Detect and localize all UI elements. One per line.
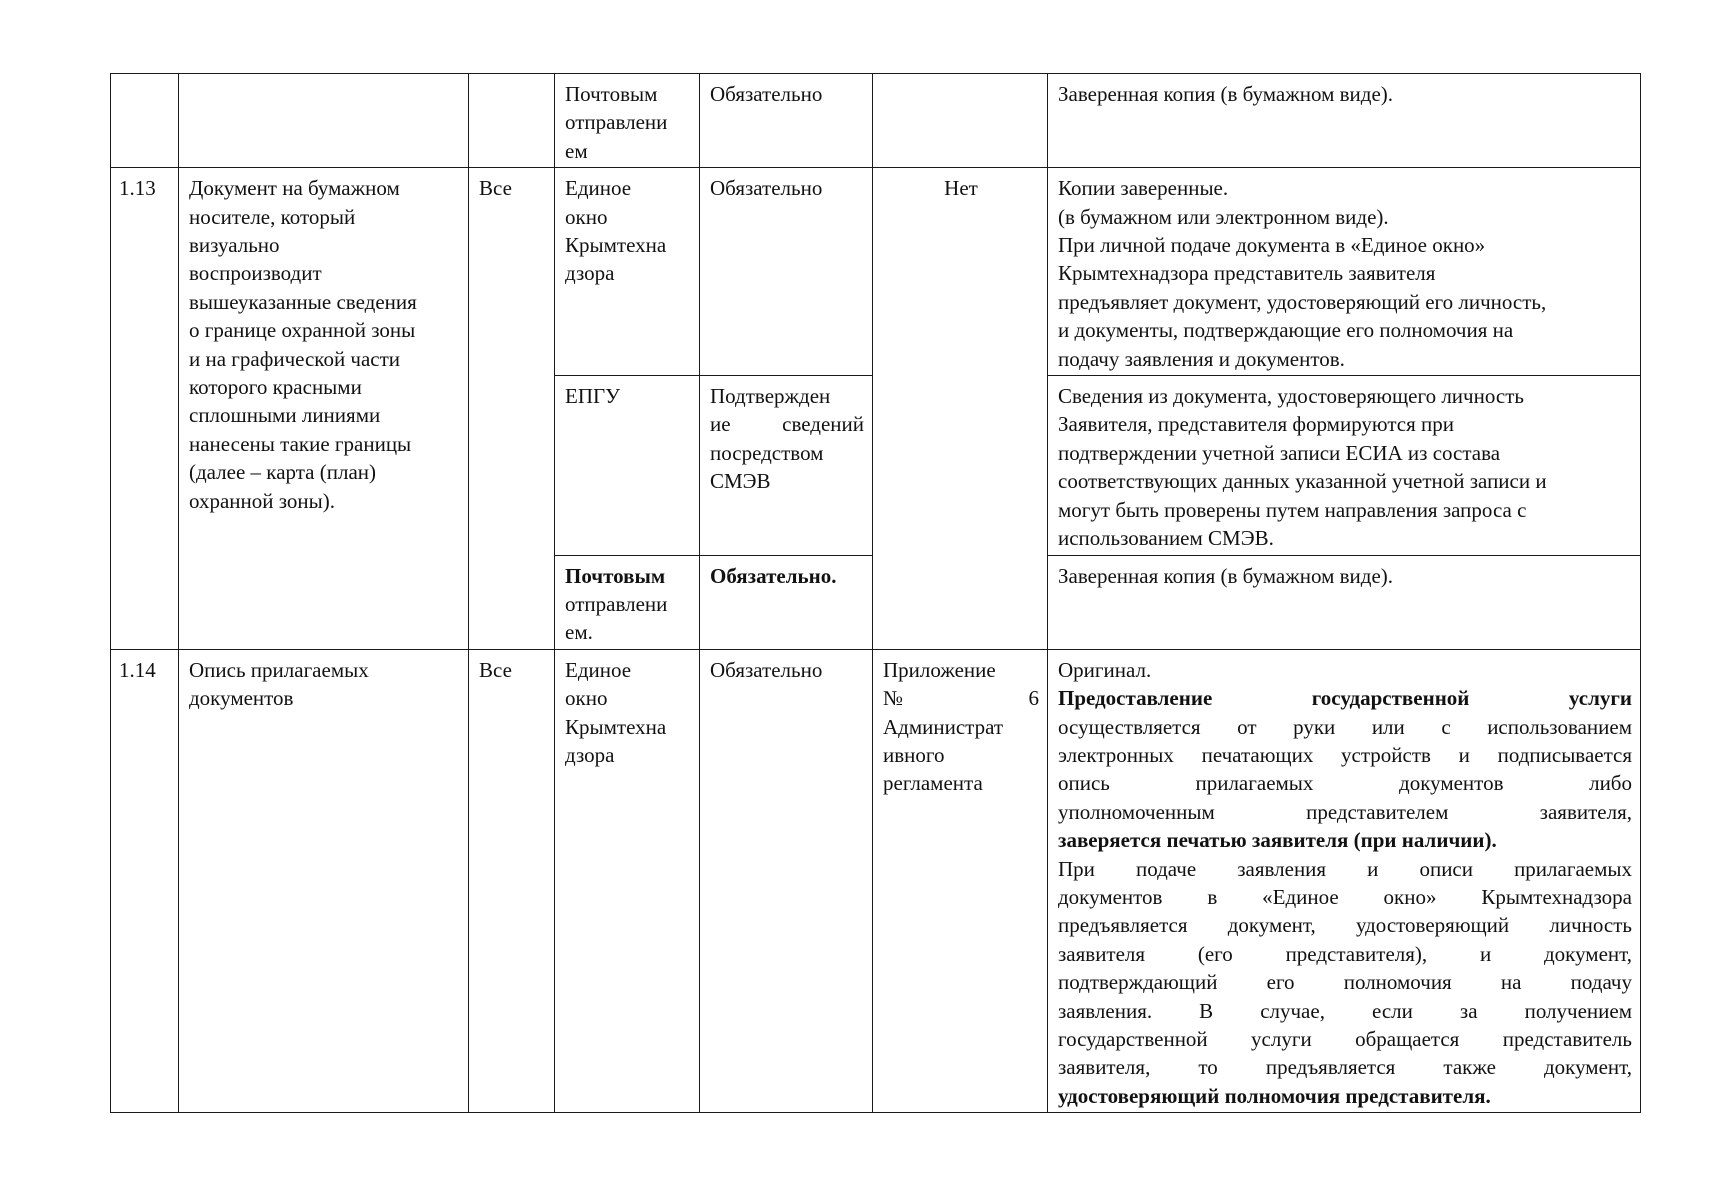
requirement-cell xyxy=(700,555,873,649)
text-line: нанесены такие границы xyxy=(189,431,412,456)
text-line: воспроизводит xyxy=(189,261,322,286)
text-line: Почтовым xyxy=(565,563,666,588)
text-line: уполномоченным представителем заявителя, xyxy=(1058,799,1632,824)
applicant-category-cell xyxy=(469,74,555,168)
document-name-cell xyxy=(179,649,469,1113)
text-line: Крымтехнадзора представитель заявителя xyxy=(1058,261,1436,286)
item-number: 1.14 xyxy=(119,657,156,682)
text-line: Крымтехна xyxy=(565,233,667,258)
text-line: которого красными xyxy=(189,375,362,400)
text-line: заявителя, то предъявляется также документ, xyxy=(1058,1055,1632,1080)
note-cell xyxy=(1048,555,1641,649)
text-line: дзора xyxy=(565,261,615,286)
text-line: При подаче заявления и описи прилагаемых xyxy=(1058,856,1632,881)
text-line: подтверждающий его полномочия на подачу xyxy=(1058,970,1632,995)
text-line: удостоверяющий полномочия представителя. xyxy=(1058,1083,1491,1108)
text-line: о границе охранной зоны xyxy=(189,318,416,343)
note-cell xyxy=(1048,376,1641,555)
text-line: охранной зоны). xyxy=(189,488,336,513)
note-cell xyxy=(1048,649,1641,1113)
text-line: Сведения из документа, удостоверяющего личность xyxy=(1058,384,1524,409)
text-line: Опись прилагаемых xyxy=(189,657,369,682)
text-line: Обязательно xyxy=(710,82,823,106)
text-line: предъявляет документ, удостоверяющий его личность, xyxy=(1058,289,1547,314)
text-line: и на графической части xyxy=(189,346,401,371)
submission-channel-cell xyxy=(555,168,700,376)
submission-channel-cell xyxy=(555,555,700,649)
item-number-cell xyxy=(111,74,179,168)
item-number-cell xyxy=(111,168,179,650)
form-value: Нет xyxy=(944,176,978,201)
text-line: Единое xyxy=(565,176,632,201)
text-line: Администрат xyxy=(883,714,1004,739)
text-line: заверяется печатью заявителя (при наличии). xyxy=(1058,828,1497,853)
text-line: электронных печатающих устройств и подписывается xyxy=(1058,742,1632,767)
text-line: Обязательно. xyxy=(710,563,837,588)
text-line: использованием СМЭВ. xyxy=(1058,526,1274,551)
text-line: заявления. В случае, если за получением xyxy=(1058,998,1632,1023)
text-line: заявителя (его представителя), и документ, xyxy=(1058,941,1632,966)
text-line: окно xyxy=(565,204,608,229)
text-line: ем. xyxy=(565,620,593,645)
requirement-cell xyxy=(700,376,873,555)
item-number: 1.13 xyxy=(119,176,156,201)
document-name-cell xyxy=(179,168,469,650)
text-line: отправлени xyxy=(565,591,668,616)
text-line: Обязательно xyxy=(710,657,823,682)
requirement-cell xyxy=(700,649,873,1113)
text-line: Документ на бумажном xyxy=(189,176,400,201)
applicant-category-cell xyxy=(469,649,555,1113)
text-line: СМЭВ xyxy=(710,469,771,494)
text-line: и документы, подтверждающие его полномочия на xyxy=(1058,318,1514,343)
submission-channel-cell xyxy=(555,376,700,555)
table-row xyxy=(111,74,1641,168)
applicant-category: Все xyxy=(479,657,512,682)
text-line: Подтвержден xyxy=(710,384,831,409)
note-cell xyxy=(1048,168,1641,376)
form-cell xyxy=(873,649,1048,1113)
applicant-category: Все xyxy=(479,176,512,201)
form-cell xyxy=(873,168,1048,650)
text-line: Заверенная копия (в бумажном виде). xyxy=(1058,563,1394,588)
text-line: Единое xyxy=(565,657,632,682)
text-line: соответствующих данных указанной учетной записи и xyxy=(1058,469,1547,494)
text-line: Заявителя, представителя формируются при xyxy=(1058,412,1454,437)
text-line: документов xyxy=(189,686,294,711)
submission-channel-cell xyxy=(555,74,700,168)
table-row xyxy=(111,168,1641,376)
text-line: ивного xyxy=(883,742,945,767)
text-line: № 6 xyxy=(883,686,1039,711)
table-row xyxy=(111,649,1641,1113)
text-line: опись прилагаемых документов либо xyxy=(1058,771,1632,796)
requirement-cell xyxy=(700,74,873,168)
text-line: Оригинал. xyxy=(1058,657,1152,682)
text-line: При личной подаче документа в «Единое окно» xyxy=(1058,233,1486,258)
text-line: регламента xyxy=(883,771,983,796)
note-cell xyxy=(1048,74,1641,168)
applicant-category-cell xyxy=(469,168,555,650)
documents-table xyxy=(110,73,1641,1113)
text-line: Предоставление государственной услуги xyxy=(1058,686,1632,711)
text-line: окно xyxy=(565,686,608,711)
text-line: носителе, который xyxy=(189,204,356,229)
text-line: государственной услуги обращается представитель xyxy=(1058,1027,1632,1051)
submission-channel-cell xyxy=(555,649,700,1113)
text-line: Заверенная копия (в бумажном виде). xyxy=(1058,82,1394,106)
text-line: ие сведений xyxy=(710,412,864,437)
form-cell xyxy=(873,74,1048,168)
text-line: посредством xyxy=(710,440,824,465)
text-line: ЕПГУ xyxy=(565,384,621,409)
text-line: Копии заверенные. xyxy=(1058,176,1229,201)
text-line: осуществляется от руки или с использованием xyxy=(1058,714,1632,739)
text-line: Обязательно xyxy=(710,176,823,201)
item-number-cell xyxy=(111,649,179,1113)
text-line: Почтовым xyxy=(565,82,658,106)
text-line: вышеуказанные сведения xyxy=(189,289,417,314)
text-line: документов в «Единое окно» Крымтехнадзора xyxy=(1058,884,1632,909)
text-line: отправлени xyxy=(565,110,668,135)
text-line: могут быть проверены путем направления запроса с xyxy=(1058,497,1527,522)
text-line: визуально xyxy=(189,233,280,258)
text-line: Приложение xyxy=(883,657,996,682)
document-name-cell xyxy=(179,74,469,168)
text-line: дзора xyxy=(565,742,615,767)
text-line: подтверждении учетной записи ЕСИА из состава xyxy=(1058,440,1501,465)
text-line: (в бумажном или электронном виде). xyxy=(1058,204,1389,229)
requirement-cell xyxy=(700,168,873,376)
text-line: (далее – карта (план) xyxy=(189,460,377,485)
text-line: сплошными линиями xyxy=(189,403,381,428)
text-line: предъявляется документ, удостоверяющий личность xyxy=(1058,913,1632,938)
text-line: Крымтехна xyxy=(565,714,667,739)
text-line: ем xyxy=(565,138,588,163)
text-line: подачу заявления и документов. xyxy=(1058,346,1345,371)
